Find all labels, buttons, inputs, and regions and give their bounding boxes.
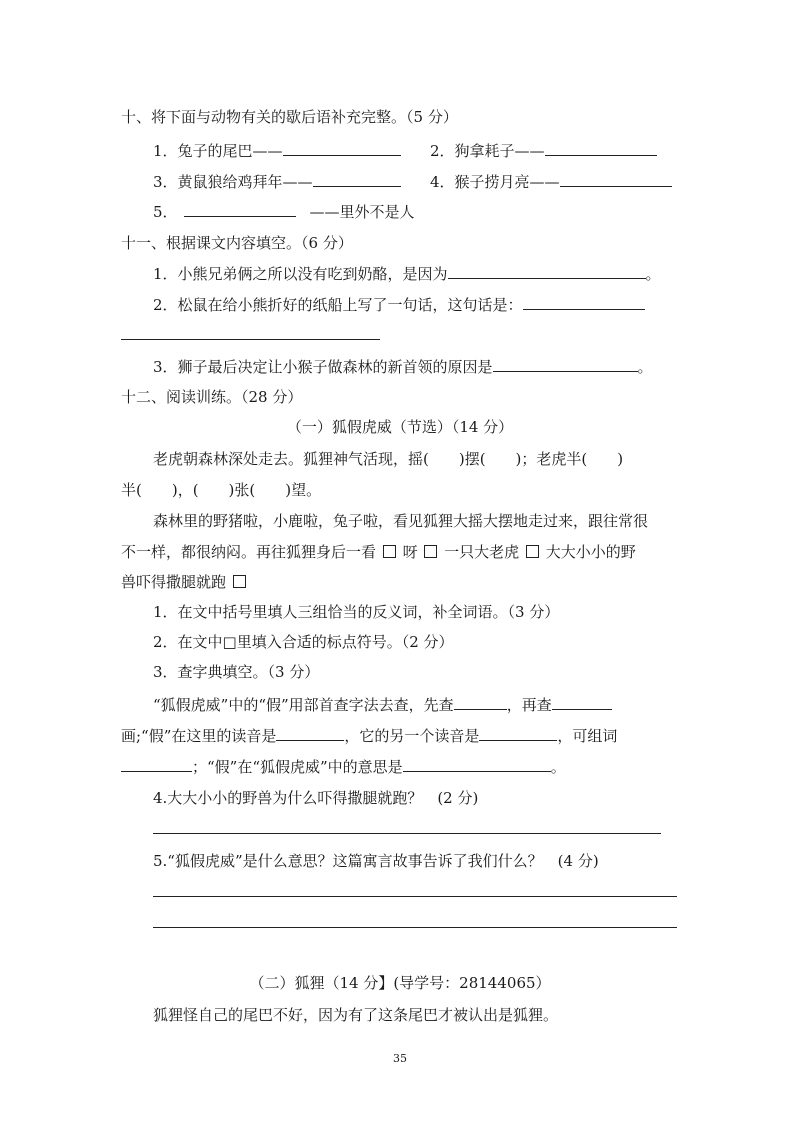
answer-line-12-4[interactable] <box>153 833 661 834</box>
passage-1-line-1: 老虎朝森林深处走去。狐狸神气活现，摇( )摆( )；老虎半( ) <box>153 450 624 468</box>
passage-2-text-c: 一只大老虎 <box>444 543 520 561</box>
q3-text-g: 。 <box>550 758 566 776</box>
answer-blank-10-5[interactable] <box>184 202 296 217</box>
section-11-title: 十一、根据课文内容填空。（6 分） <box>121 234 353 252</box>
question-11-1 <box>153 264 661 284</box>
question-10-2 <box>430 141 657 161</box>
question-10-2-text: 2．狗拿耗子—— <box>430 142 545 160</box>
answer-blank-12-3-pinyin[interactable] <box>276 726 344 741</box>
answer-blank-11-3[interactable] <box>493 357 638 372</box>
question-12-3-line-2 <box>121 726 617 746</box>
punctuation-box-3[interactable] <box>526 545 539 558</box>
question-12-1: 1．在文中括号里填人三组恰当的反义词，补全词语。（3 分） <box>153 603 560 621</box>
question-10-1 <box>153 141 401 161</box>
q3-text-a: “狐假虎威”中的“假”用部首查字法去查，先查 <box>153 696 454 714</box>
question-12-3: 3．查字典填空。（3 分） <box>153 663 320 681</box>
q3-text-e: ，可组词 <box>557 727 618 745</box>
passage-2-text-d: 大大小小的野 <box>545 543 636 561</box>
answer-blank-10-3[interactable] <box>313 172 401 187</box>
reading-part-1-title: （一）狐假虎威（节选）（14 分） <box>286 418 514 436</box>
answer-line-12-5b[interactable] <box>153 927 677 928</box>
question-11-3-end: 。 <box>637 358 653 376</box>
passage-2-text-e: 兽吓得撒腿就跑 <box>121 573 227 591</box>
question-12-5: 5.“狐假虎威”是什么意思？这篇寓言故事告诉了我们什么？ (4 分) <box>153 852 599 870</box>
question-10-3 <box>153 172 401 192</box>
question-11-3-text: 3．狮子最后决定让小猴子做森林的新首领的原因是 <box>153 358 493 376</box>
question-10-3-text: 3．黄鼠狼给鸡拜年—— <box>153 173 313 191</box>
section-12-title: 十二、阅读训练。（28 分） <box>121 388 303 406</box>
answer-blank-12-3-strokes[interactable] <box>552 695 612 710</box>
passage-3-line-1: 狐狸怪自己的尾巴不好，因为有了这条尾巴才被认出是狐狸。 <box>153 1006 559 1024</box>
q3-text-b: ，再查 <box>506 696 552 714</box>
passage-1-line-2: 半( )，( )张( )望。 <box>121 481 322 499</box>
question-12-3-line-3 <box>121 757 566 777</box>
section-10-title: 十、将下面与动物有关的歇后语补充完整。（5 分） <box>121 108 458 126</box>
question-10-5-num: 5． <box>153 203 178 221</box>
question-10-5 <box>153 202 415 222</box>
question-10-4 <box>430 172 672 192</box>
punctuation-box-1[interactable] <box>383 545 396 558</box>
answer-blank-12-3-pinyin-2[interactable] <box>479 726 557 741</box>
passage-2-text-a: 不一样，都很纳闷。再往狐狸身后一看 <box>121 543 377 561</box>
q3-text-d: ，它的另一个读音是 <box>344 727 480 745</box>
answer-blank-11-2b[interactable] <box>121 339 380 340</box>
q3-text-c: 画;“假”在这里的读音是 <box>121 727 277 745</box>
question-11-1-end: 。 <box>645 265 661 283</box>
question-10-4-text: 4．猴子捞月亮—— <box>430 173 560 191</box>
question-11-3 <box>153 357 653 377</box>
question-12-2: 2．在文中□里填入合适的标点符号。（2 分） <box>153 633 454 651</box>
passage-2-text-b: 呀 <box>402 543 418 561</box>
answer-blank-12-3-radical[interactable] <box>454 695 507 710</box>
answer-blank-10-1[interactable] <box>283 141 401 156</box>
passage-2-line-2 <box>121 542 636 562</box>
question-12-4: 4.大大小小的野兽为什么吓得撒腿就跑？ (2 分) <box>153 789 479 807</box>
answer-blank-11-2a[interactable] <box>523 295 645 310</box>
question-11-2 <box>153 295 645 315</box>
answer-blank-11-1[interactable] <box>448 264 646 279</box>
passage-2-line-3 <box>121 572 248 592</box>
punctuation-box-2[interactable] <box>424 545 437 558</box>
reading-part-2-title: （二）狐狸（14 分】(导学号：28144065） <box>249 974 551 992</box>
question-12-3-line-1 <box>153 695 612 715</box>
question-11-1-text: 1．小熊兄弟俩之所以没有吃到奶酪，是因为 <box>153 265 448 283</box>
passage-2-line-1: 森林里的野猪啦，小鹿啦，兔子啦，看见狐狸大摇大摆地走过来，跟往常很 <box>153 512 649 530</box>
question-10-1-text: 1．兔子的尾巴—— <box>153 142 283 160</box>
answer-blank-12-3-meaning[interactable] <box>403 757 551 772</box>
answer-blank-10-2[interactable] <box>545 141 657 156</box>
answer-blank-10-4[interactable] <box>560 172 672 187</box>
q3-text-f: ；“假”在“狐假虎威”中的意思是 <box>192 758 403 776</box>
page-number: 35 <box>393 1052 407 1065</box>
punctuation-box-4[interactable] <box>233 575 246 588</box>
question-11-2-text: 2．松鼠在给小熊折好的纸船上写了一句话，这句话是： <box>153 296 523 314</box>
answer-line-12-5a[interactable] <box>153 896 677 897</box>
answer-blank-12-3-word[interactable] <box>121 757 192 772</box>
question-10-5-text: ——里外不是人 <box>309 203 415 221</box>
